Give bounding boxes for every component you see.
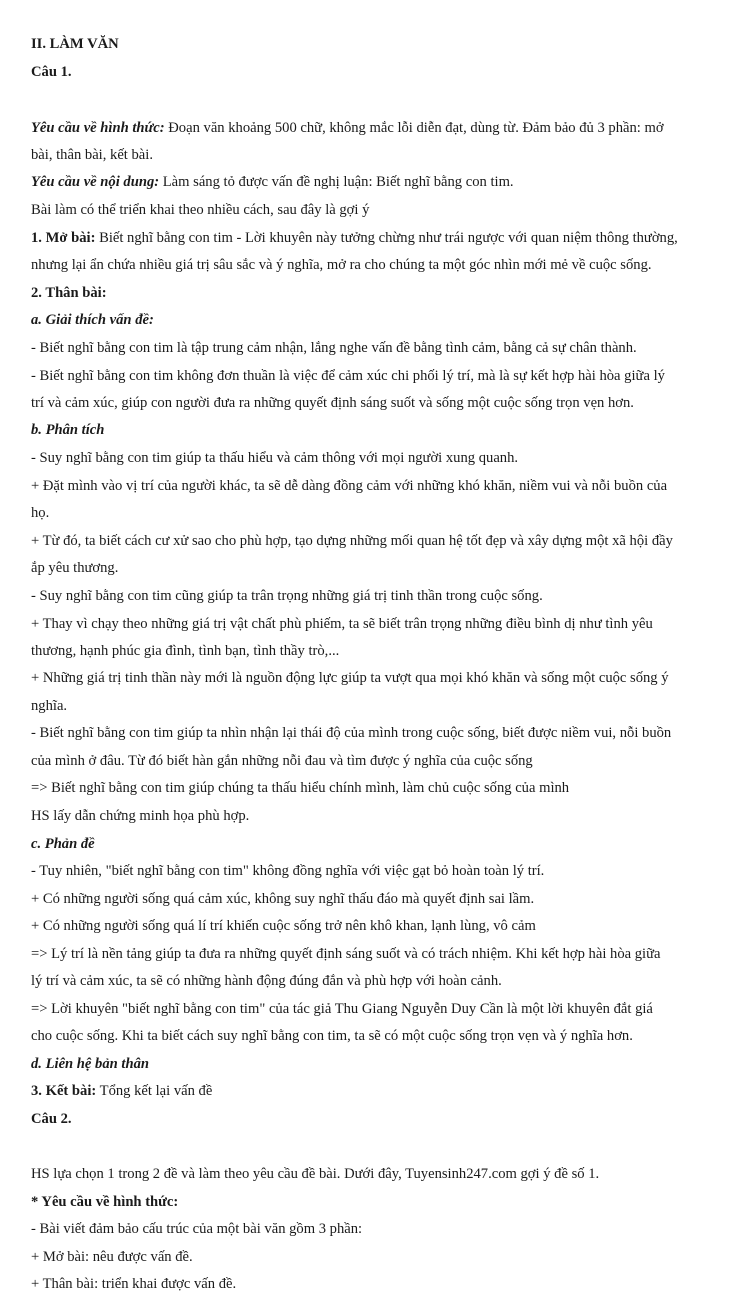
form-requirement-text-2: bài, thân bài, kết bài. (31, 147, 153, 163)
question-2-form-label: * Yêu cầu về hình thức: (31, 1194, 179, 1210)
section-c-line: lý trí và cảm xúc, ta sẽ có những hành động đúng đắn và phù hợp với hoàn cảnh. (31, 973, 502, 989)
question-2-form-line: + Mở bài: nêu được vấn đề. (31, 1249, 193, 1265)
section-c-line: => Lời khuyên "biết nghĩ bằng con tim" của tác giả Thu Giang Nguyễn Duy Cần là một lời khuyên đắt giá (31, 1001, 653, 1017)
section-b-line: - Suy nghĩ bằng con tim giúp ta thấu hiểu và cảm thông với mọi người xung quanh. (31, 450, 519, 466)
than-bai-label: 2. Thân bài: (31, 285, 107, 301)
section-b-line: + Những giá trị tinh thần này mới là nguồn động lực giúp ta vượt qua mọi khó khăn và sống một cuộc sống ý (31, 670, 669, 686)
section-b-line: => Biết nghĩ bằng con tim giúp chúng ta thấu hiểu chính mình, làm chủ cuộc sống của mình (31, 780, 570, 796)
ket-bai-line (31, 1080, 737, 1102)
section-b-line: + Đặt mình vào vị trí của người khác, ta sẽ dễ dàng đồng cảm với những khó khăn, niềm vui và nỗi buồn của (31, 478, 668, 494)
content-requirement-label: Yêu cầu về nội dung: (31, 174, 160, 190)
ket-bai-label: 3. Kết bài: (31, 1083, 97, 1099)
section-b-line: - Suy nghĩ bằng con tim cũng giúp ta trân trọng những giá trị tinh thần trong cuộc sống. (31, 588, 543, 604)
section-d-label: d. Liên hệ bản thân (31, 1056, 149, 1072)
question-2-form-line: - Bài viết đảm bảo cấu trúc của một bài văn gồm 3 phần: (31, 1221, 363, 1237)
intro-note: Bài làm có thể triển khai theo nhiều cách, sau đây là gợi ý (31, 202, 370, 218)
content-requirement-text: Làm sáng tỏ được vấn đề nghị luận: Biết nghĩ bằng con tim. (159, 174, 514, 190)
section-c-line: => Lý trí là nền tảng giúp ta đưa ra những quyết định sáng suốt và có trách nhiệm. Khi kết hợp hài hòa giữa (31, 946, 661, 962)
content-requirement-line (31, 171, 737, 193)
question-2-form-line: + Thân bài: triển khai được vấn đề. (31, 1276, 237, 1292)
mo-bai-line (31, 227, 737, 249)
section-a-line-1: - Biết nghĩ bằng con tim là tập trung cảm nhận, lắng nghe vấn đề bằng tình cảm, bằng cả sự chân thành. (31, 340, 637, 356)
ket-bai-text: Tổng kết lại vấn đề (96, 1083, 213, 1099)
section-c-line: - Tuy nhiên, "biết nghĩ bằng con tim" không đồng nghĩa với việc gạt bỏ hoàn toàn lý trí. (31, 863, 545, 879)
question-2-intro: HS lựa chọn 1 trong 2 đề và làm theo yêu cầu đề bài. Dưới đây, Tuyensinh247.com gợi ý đề số 1. (31, 1166, 600, 1182)
form-requirement-text: Đoạn văn khoảng 500 chữ, không mắc lỗi diễn đạt, dùng từ. Đảm bảo đủ 3 phần: mở (164, 120, 664, 136)
question-1-label: Câu 1. (31, 64, 72, 80)
section-b-label: b. Phân tích (31, 422, 105, 438)
section-b-line: nghĩa. (31, 698, 68, 714)
section-c-label: c. Phản đề (31, 836, 95, 852)
section-b-line: + Thay vì chạy theo những giá trị vật chất phù phiếm, ta sẽ biết trân trọng những điều bình dị như tình yêu (31, 616, 653, 632)
section-c-line: + Có những người sống quá cảm xúc, không suy nghĩ thấu đáo mà quyết định sai lầm. (31, 891, 535, 907)
section-c-line: + Có những người sống quá lí trí khiến cuộc sống trở nên khô khan, lạnh lùng, vô cảm (31, 918, 536, 934)
section-b-line: - Biết nghĩ bằng con tim giúp ta nhìn nhận lại thái độ của mình trong cuộc sống, biết được niềm vui, nỗi buồn (31, 725, 672, 741)
section-b-line: + Từ đó, ta biết cách cư xử sao cho phù hợp, tạo dựng những mối quan hệ tốt đẹp và xây dựng một xã hội đầy (31, 533, 673, 549)
section-b-line: thương, hạnh phúc gia đình, tình bạn, tình thầy trò,... (31, 643, 340, 659)
section-b-line: ắp yêu thương. (31, 560, 119, 576)
mo-bai-label: 1. Mở bài: (31, 230, 96, 246)
question-2-label: Câu 2. (31, 1111, 72, 1127)
section-b-line: của mình ở đâu. Từ đó biết hàn gắn những nỗi đau và tìm được ý nghĩa của cuộc sống (31, 753, 533, 769)
section-heading: II. LÀM VĂN (31, 36, 119, 52)
section-b-line: HS lấy dẫn chứng minh họa phù hợp. (31, 808, 250, 824)
section-a-line-2: - Biết nghĩ bằng con tim không đơn thuần là việc để cảm xúc chi phối lý trí, mà là sự kết hợp hài hòa giữa lý (31, 368, 665, 384)
section-a-line-3: trí và cảm xúc, giúp con người đưa ra những quyết định sáng suốt và sống một cuộc sống trọn vẹn hơn. (31, 395, 634, 411)
mo-bai-text-2: nhưng lại ẩn chứa nhiều giá trị sâu sắc và ý nghĩa, mở ra cho chúng ta một góc nhìn mới mẻ về cuộc sống. (31, 257, 652, 273)
mo-bai-text: Biết nghĩ bằng con tim - Lời khuyên này tưởng chừng như trái ngược với quan niệm thông thường, (95, 230, 678, 246)
section-b-line: họ. (31, 505, 50, 521)
section-a-label: a. Giải thích vấn đề: (31, 312, 154, 328)
form-requirement-line (31, 117, 737, 139)
section-c-line: cho cuộc sống. Khi ta biết cách suy nghĩ bằng con tim, ta sẽ có một cuộc sống trọn vẹn và ý nghĩa hơn. (31, 1028, 633, 1044)
form-requirement-label: Yêu cầu về hình thức: (31, 120, 165, 136)
